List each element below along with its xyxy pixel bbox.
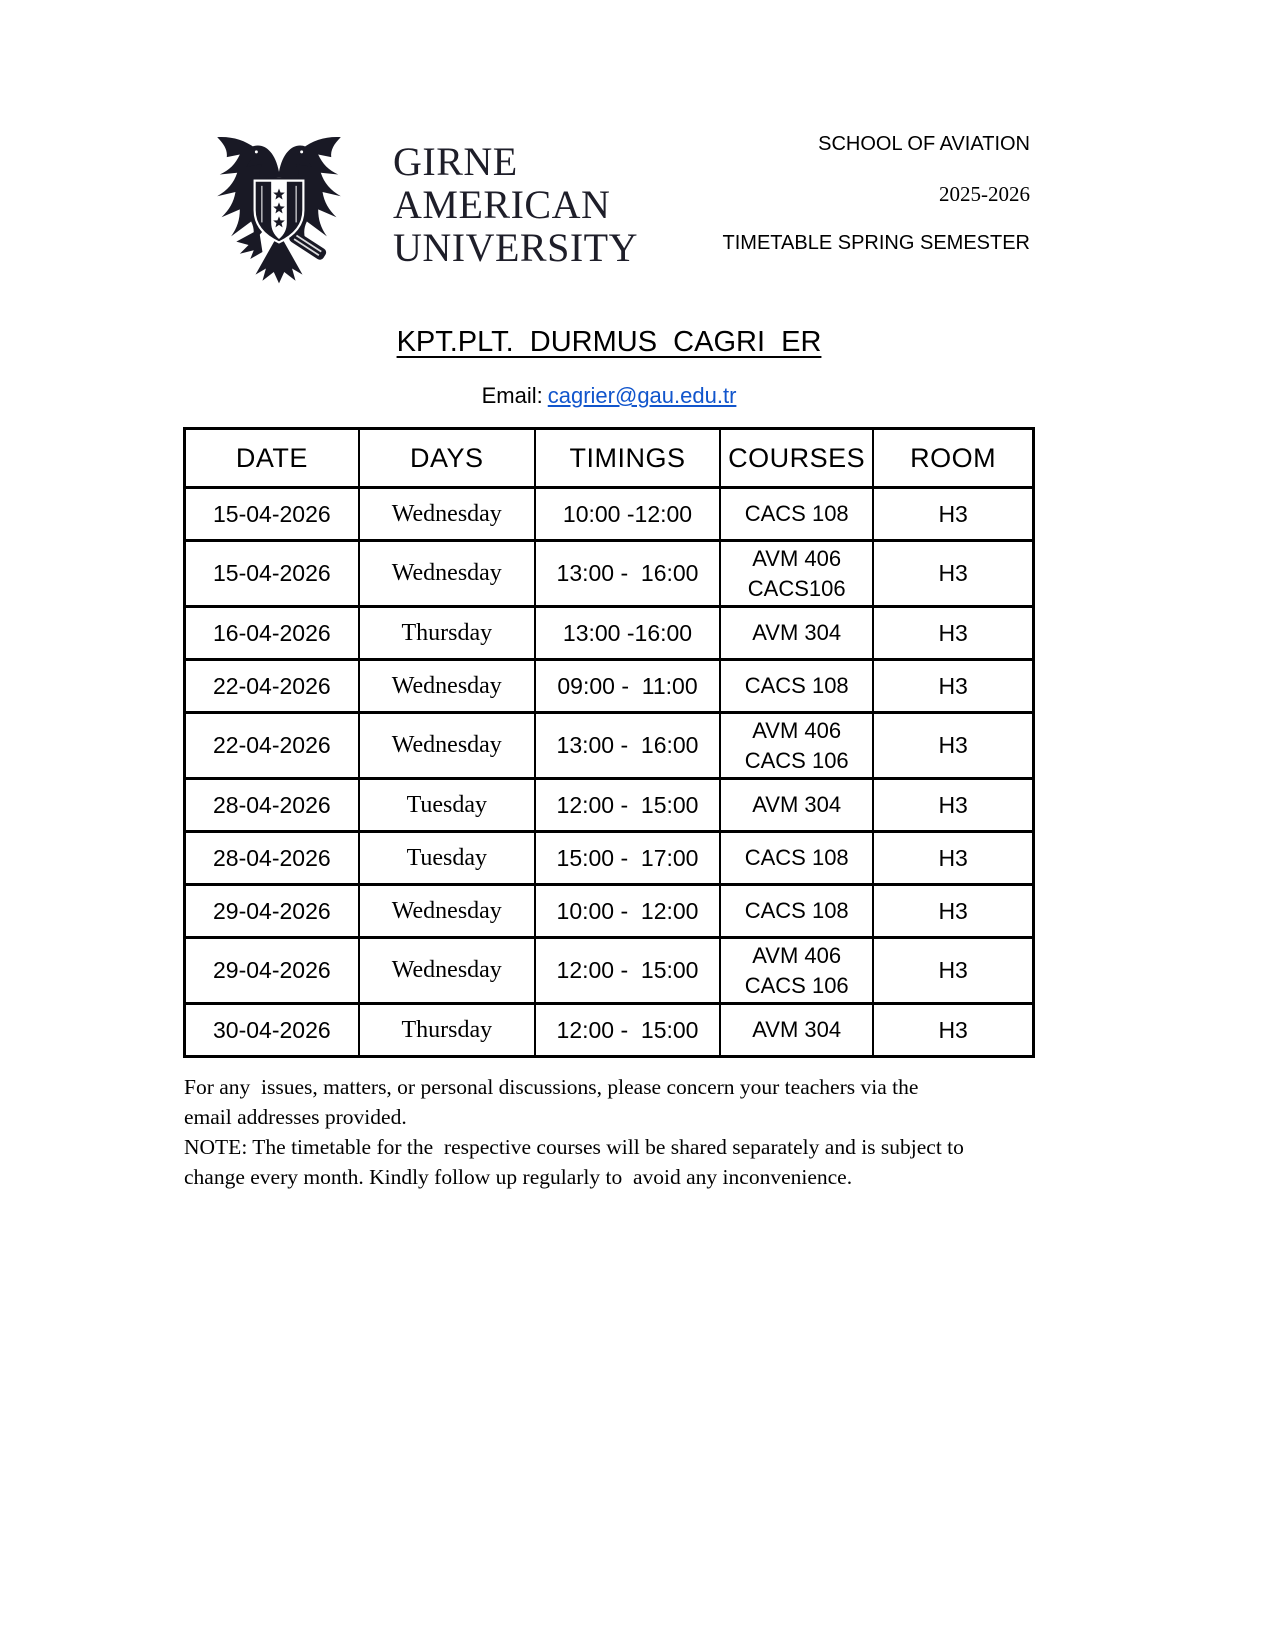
course-line: AVM 406 xyxy=(752,545,842,571)
cell-day: Wednesday xyxy=(359,660,535,713)
university-name-line: UNIVERSITY xyxy=(393,225,638,270)
course-line: AVM 304 xyxy=(752,792,842,817)
column-header-room: ROOM xyxy=(873,429,1033,488)
cell-courses xyxy=(720,541,873,607)
table-header-row xyxy=(185,429,1034,488)
table-row xyxy=(185,832,1034,885)
course-line: CACS 108 xyxy=(744,845,849,870)
cell-date: 22-04-2026 xyxy=(185,713,359,779)
cell-room: H3 xyxy=(873,1004,1033,1057)
cell-timing: 10:00 -12:00 xyxy=(535,488,720,541)
cell-timing: 13:00 - 16:00 xyxy=(535,541,720,607)
table-row xyxy=(185,660,1034,713)
email-label: Email: xyxy=(481,383,543,408)
table-row xyxy=(185,885,1034,938)
cell-day: Wednesday xyxy=(359,885,535,938)
cell-courses xyxy=(720,779,873,832)
email-link[interactable]: cagrier@gau.edu.tr xyxy=(547,383,737,408)
column-header-courses: COURSES xyxy=(720,429,873,488)
cell-timing: 10:00 - 12:00 xyxy=(535,885,720,938)
cell-room: H3 xyxy=(873,713,1033,779)
cell-day: Wednesday xyxy=(359,488,535,541)
table-row xyxy=(185,607,1034,660)
table-row xyxy=(185,541,1034,607)
cell-date: 28-04-2026 xyxy=(185,779,359,832)
cell-courses xyxy=(720,885,873,938)
course-line: CACS 108 xyxy=(744,898,849,923)
cell-day: Tuesday xyxy=(359,832,535,885)
column-header-date: DATE xyxy=(185,429,359,488)
cell-room: H3 xyxy=(873,779,1033,832)
cell-day: Wednesday xyxy=(359,938,535,1004)
cell-room: H3 xyxy=(873,885,1033,938)
cell-room: H3 xyxy=(873,832,1033,885)
school-of-aviation-label: SCHOOL OF AVIATION xyxy=(818,133,1030,155)
university-name-line: AMERICAN xyxy=(393,182,611,227)
column-header-timings: TIMINGS xyxy=(535,429,720,488)
cell-date: 15-04-2026 xyxy=(185,488,359,541)
table-row xyxy=(185,1004,1034,1057)
cell-timing: 13:00 -16:00 xyxy=(535,607,720,660)
course-line: AVM 304 xyxy=(752,1017,842,1042)
course-line: CACS106 xyxy=(747,575,846,601)
course-line: CACS 108 xyxy=(744,673,849,698)
cell-courses xyxy=(720,488,873,541)
cell-day: Wednesday xyxy=(359,541,535,607)
cell-day: Thursday xyxy=(359,607,535,660)
cell-timing: 12:00 - 15:00 xyxy=(535,779,720,832)
notes-section xyxy=(184,1072,1224,1192)
cell-room: H3 xyxy=(873,660,1033,713)
cell-date: 29-04-2026 xyxy=(185,885,359,938)
note-line: NOTE: The timetable for the respective courses will be shared separately and is subject to xyxy=(184,1135,964,1159)
cell-timing: 12:00 - 15:00 xyxy=(535,1004,720,1057)
cell-timing: 15:00 - 17:00 xyxy=(535,832,720,885)
cell-timing: 13:00 - 16:00 xyxy=(535,713,720,779)
cell-day: Tuesday xyxy=(359,779,535,832)
table-row xyxy=(185,713,1034,779)
email-line xyxy=(183,383,1035,409)
cell-room: H3 xyxy=(873,607,1033,660)
cell-courses xyxy=(720,660,873,713)
cell-day: Thursday xyxy=(359,1004,535,1057)
table-row xyxy=(185,938,1034,1004)
cell-courses xyxy=(720,1004,873,1057)
table-row xyxy=(185,488,1034,541)
table-row xyxy=(185,779,1034,832)
course-line: CACS 108 xyxy=(744,501,849,526)
note-line: For any issues, matters, or personal discussions, please concern your teachers via the xyxy=(184,1075,919,1099)
cell-date: 28-04-2026 xyxy=(185,832,359,885)
cell-date: 15-04-2026 xyxy=(185,541,359,607)
cell-courses xyxy=(720,607,873,660)
course-line: CACS 106 xyxy=(744,972,849,998)
course-line: AVM 304 xyxy=(752,620,842,645)
cell-room: H3 xyxy=(873,938,1033,1004)
cell-room: H3 xyxy=(873,488,1033,541)
note-line: email addresses provided. xyxy=(184,1105,407,1129)
course-line: AVM 406 xyxy=(752,942,842,968)
cell-date: 30-04-2026 xyxy=(185,1004,359,1057)
column-header-days: DAYS xyxy=(359,429,535,488)
cell-date: 22-04-2026 xyxy=(185,660,359,713)
cell-courses xyxy=(720,713,873,779)
timetable-body xyxy=(185,488,1034,1057)
timetable-semester-label: TIMETABLE SPRING SEMESTER xyxy=(722,232,1030,254)
cell-courses xyxy=(720,938,873,1004)
cell-date: 29-04-2026 xyxy=(185,938,359,1004)
course-line: CACS 106 xyxy=(744,747,849,773)
instructor-name: KPT.PLT. DURMUS CAGRI ER xyxy=(396,326,822,358)
timetable-table xyxy=(183,427,1035,1058)
cell-date: 16-04-2026 xyxy=(185,607,359,660)
university-name-line: GIRNE xyxy=(393,139,518,184)
academic-year-label: 2025-2026 xyxy=(939,182,1030,206)
note-line: change every month. Kindly follow up regularly to avoid any inconvenience. xyxy=(184,1165,853,1189)
cell-timing: 09:00 - 11:00 xyxy=(535,660,720,713)
cell-courses xyxy=(720,832,873,885)
cell-day: Wednesday xyxy=(359,713,535,779)
course-line: AVM 406 xyxy=(752,717,842,743)
cell-room: H3 xyxy=(873,541,1033,607)
cell-timing: 12:00 - 15:00 xyxy=(535,938,720,1004)
